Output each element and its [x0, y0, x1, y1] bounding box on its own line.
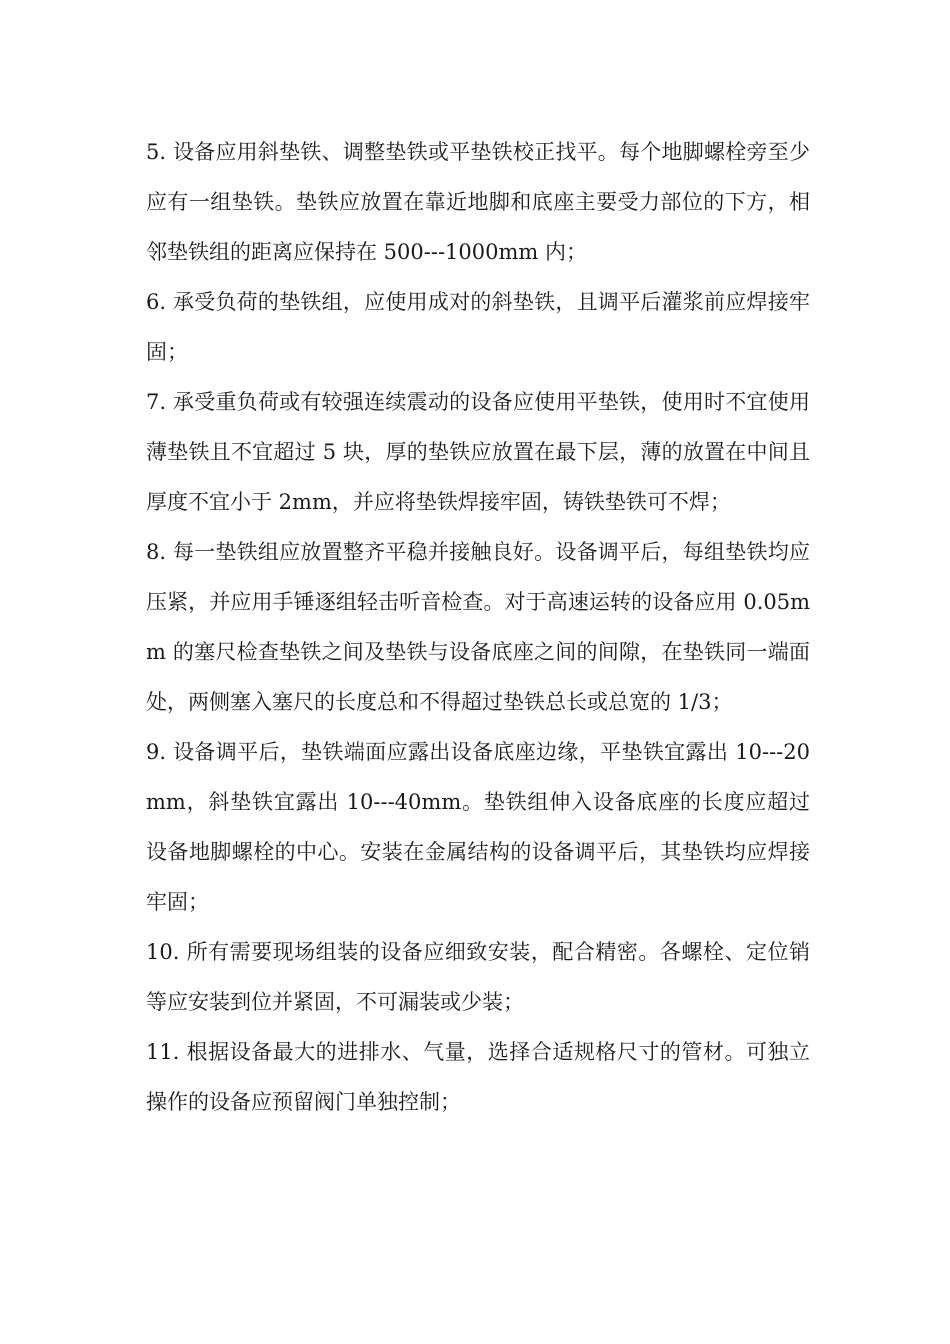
paragraph-item-6: 6. 承受负荷的垫铁组，应使用成对的斜垫铁，且调平后灌浆前应焊接牢固； — [146, 290, 810, 364]
paragraph-item-9: 9. 设备调平后，垫铁端面应露出设备底座边缘，平垫铁宜露出 10---20mm，斜垫铁宜露出 10---40mm。垫铁组伸入设备底座的长度应超过设备地脚螺栓的中心。安装在金属结构的设备调平后，其垫铁均应焊接牢固； — [146, 740, 810, 914]
paragraph-item-8: 8. 每一垫铁组应放置整齐平稳并接触良好。设备调平后，每组垫铁均应压紧，并应用手锤逐组轻击听音检查。对于高速运转的设备应用 0.05mm 的塞尺检查垫铁之间及垫铁与设备底座之间的间隙，在垫铁同一端面处，两侧塞入塞尺的长度总和不得超过垫铁总长或总宽的 1/3； — [146, 540, 810, 714]
paragraph-item-5: 5. 设备应用斜垫铁、调整垫铁或平垫铁校正找平。每个地脚螺栓旁至少应有一组垫铁。垫铁应放置在靠近地脚和底座主要受力部位的下方，相邻垫铁组的距离应保持在 500---1000mm 内； — [146, 140, 810, 264]
paragraph-item-7: 7. 承受重负荷或有较强连续震动的设备应使用平垫铁，使用时不宜使用薄垫铁且不宜超过 5 块，厚的垫铁应放置在最下层，薄的放置在中间且厚度不宜小于 2mm，并应将垫铁焊接牢固，铸铁垫铁可不焊； — [146, 390, 810, 514]
paragraph-item-10: 10. 所有需要现场组装的设备应细致安装，配合精密。各螺栓、定位销等应安装到位并紧固，不可漏装或少装； — [146, 940, 810, 1014]
document-body — [146, 127, 810, 1127]
paragraph-item-11: 11. 根据设备最大的进排水、气量，选择合适规格尺寸的管材。可独立操作的设备应预留阀门单独控制； — [146, 1040, 810, 1114]
